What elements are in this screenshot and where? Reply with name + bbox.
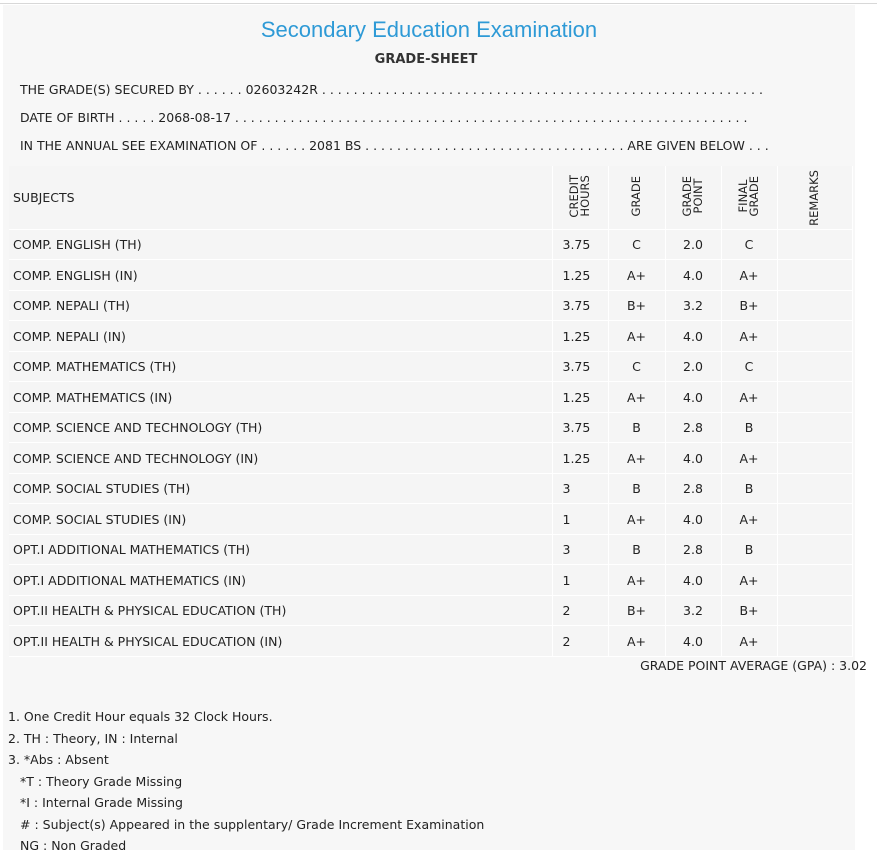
subject-cell: COMP. ENGLISH (IN) xyxy=(9,260,552,291)
remarks-header: REMARKS xyxy=(777,166,852,229)
credit-hours-cell: 3 xyxy=(552,534,608,565)
remarks-cell xyxy=(777,443,852,474)
footnotes xyxy=(8,706,484,857)
subjects-header: SUBJECTS xyxy=(9,166,552,229)
credit-hours-cell: 1 xyxy=(552,504,608,535)
final-grade-cell: A+ xyxy=(721,260,777,291)
footnote-item: *I : Internal Grade Missing xyxy=(20,795,183,810)
credit-hours-cell: 1.25 xyxy=(552,382,608,413)
footnote-item: *T : Theory Grade Missing xyxy=(20,773,183,789)
credit-hours-cell: 1.25 xyxy=(552,260,608,291)
page-title: Secondary Education Examination xyxy=(260,17,598,42)
grade-cell: B xyxy=(608,412,665,443)
grade-cell: B+ xyxy=(608,595,665,626)
grade-point-cell: 3.2 xyxy=(665,290,721,321)
grade-point-header: GRADE POINT xyxy=(665,166,721,229)
dob-value: 2068-08-17 xyxy=(154,110,231,125)
table-row xyxy=(9,473,852,504)
final-grade-cell: A+ xyxy=(721,504,777,535)
grade-cell: B xyxy=(608,534,665,565)
subject-cell: COMP. SCIENCE AND TECHNOLOGY (TH) xyxy=(9,412,552,443)
final-grade-cell: B+ xyxy=(721,595,777,626)
table-row xyxy=(9,565,852,596)
grade-cell: C xyxy=(608,351,665,382)
footnote-item: NG : Non Graded xyxy=(20,838,127,853)
subject-cell: COMP. MATHEMATICS (TH) xyxy=(9,351,552,382)
dob-label: DATE OF BIRTH . . . . . xyxy=(20,110,155,125)
grades-table xyxy=(9,166,853,657)
grade-sheet-heading: GRADE-SHEET xyxy=(374,52,478,67)
exam-year-value: 2081 BS xyxy=(305,138,362,153)
final-grade-cell: B xyxy=(721,473,777,504)
remarks-cell xyxy=(777,412,852,443)
subject-cell: COMP. SCIENCE AND TECHNOLOGY (IN) xyxy=(9,443,552,474)
remarks-cell xyxy=(777,534,852,565)
grade-point-cell: 4.0 xyxy=(665,565,721,596)
credit-hours-cell: 1.25 xyxy=(552,443,608,474)
subject-cell: COMP. NEPALI (TH) xyxy=(9,290,552,321)
grade-point-cell: 2.0 xyxy=(665,351,721,382)
remarks-cell xyxy=(777,595,852,626)
subject-cell: OPT.I ADDITIONAL MATHEMATICS (IN) xyxy=(9,565,552,596)
grade-cell: A+ xyxy=(608,382,665,413)
final-grade-header: FINAL GRADE xyxy=(721,166,777,229)
remarks-cell xyxy=(777,260,852,291)
table-row xyxy=(9,595,852,626)
table-row xyxy=(9,382,852,413)
grade-point-cell: 4.0 xyxy=(665,504,721,535)
credit-hours-cell: 1.25 xyxy=(552,321,608,352)
subject-cell: COMP. SOCIAL STUDIES (TH) xyxy=(9,473,552,504)
credit-hours-cell: 3.75 xyxy=(552,351,608,382)
remarks-cell xyxy=(777,626,852,657)
grade-point-cell: 4.0 xyxy=(665,626,721,657)
grade-point-cell: 2.8 xyxy=(665,534,721,565)
credit-hours-cell: 2 xyxy=(552,595,608,626)
exam-dots: . . . . . . . . . . . . . . . . . . . . . . . . . . . . . . . . . ARE GIVEN BELOW . . . xyxy=(361,138,769,153)
grade-cell: A+ xyxy=(608,565,665,596)
grade-cell: A+ xyxy=(608,443,665,474)
table-row xyxy=(9,321,852,352)
subject-cell: OPT.II HEALTH & PHYSICAL EDUCATION (TH) xyxy=(9,595,552,626)
table-row xyxy=(9,443,852,474)
final-grade-cell: A+ xyxy=(721,382,777,413)
footnote-item: 1. One Credit Hour equals 32 Clock Hours. xyxy=(8,709,273,724)
grade-cell: C xyxy=(608,229,665,260)
final-grade-cell: A+ xyxy=(721,443,777,474)
remarks-cell xyxy=(777,321,852,352)
remarks-cell xyxy=(777,382,852,413)
remarks-cell xyxy=(777,290,852,321)
exam-label: IN THE ANNUAL SEE EXAMINATION OF . . . . . . xyxy=(20,138,306,153)
table-row xyxy=(9,626,852,657)
exam-line xyxy=(20,138,769,153)
credit-hours-cell: 3.75 xyxy=(552,412,608,443)
table-row xyxy=(9,260,852,291)
credit-hours-cell: 3.75 xyxy=(552,290,608,321)
secured-by-label: THE GRADE(S) SECURED BY . . . . . . xyxy=(20,82,242,97)
credit-hours-cell: 3.75 xyxy=(552,229,608,260)
table-row xyxy=(9,412,852,443)
grade-cell: A+ xyxy=(608,260,665,291)
grade-cell: A+ xyxy=(608,321,665,352)
top-divider xyxy=(0,3,877,4)
dob-line xyxy=(20,110,747,125)
table-header-row xyxy=(9,166,852,229)
grade-point-cell: 4.0 xyxy=(665,260,721,291)
remarks-cell xyxy=(777,565,852,596)
grade-point-cell: 4.0 xyxy=(665,382,721,413)
credit-hours-cell: 1 xyxy=(552,565,608,596)
grade-cell: B xyxy=(608,473,665,504)
subject-cell: COMP. NEPALI (IN) xyxy=(9,321,552,352)
grade-point-cell: 3.2 xyxy=(665,595,721,626)
grade-point-cell: 4.0 xyxy=(665,321,721,352)
table-row xyxy=(9,534,852,565)
credit-hours-cell: 3 xyxy=(552,473,608,504)
subject-cell: OPT.II HEALTH & PHYSICAL EDUCATION (IN) xyxy=(9,626,552,657)
footnote-item: 2. TH : Theory, IN : Internal xyxy=(8,730,178,746)
secured-by-dots: . . . . . . . . . . . . . . . . . . . . . . . . . . . . . . . . . . . . . . . . . . . . . . . . . . . . . . . . xyxy=(317,82,763,97)
gpa-summary: GRADE POINT AVERAGE (GPA) : 3.02 xyxy=(640,658,867,673)
final-grade-cell: B xyxy=(721,412,777,443)
secured-by-line xyxy=(20,82,763,97)
remarks-cell xyxy=(777,504,852,535)
footnote-item: # : Subject(s) Appeared in the supplentary/ Grade Increment Examination xyxy=(20,816,485,832)
final-grade-cell: A+ xyxy=(721,321,777,352)
grade-point-cell: 2.0 xyxy=(665,229,721,260)
remarks-cell xyxy=(777,229,852,260)
grade-cell: A+ xyxy=(608,504,665,535)
table-row xyxy=(9,290,852,321)
symbol-number-value: 02603242R xyxy=(241,82,318,97)
subject-cell: OPT.I ADDITIONAL MATHEMATICS (TH) xyxy=(9,534,552,565)
remarks-cell xyxy=(777,351,852,382)
dob-dots: . . . . . . . . . . . . . . . . . . . . . . . . . . . . . . . . . . . . . . . . . . . . . . . . . . . . . . . . . . . . . . . . . xyxy=(230,110,748,125)
grade-header: GRADE xyxy=(608,166,665,229)
grade-point-cell: 2.8 xyxy=(665,412,721,443)
table-row xyxy=(9,351,852,382)
grades-table-body xyxy=(9,229,852,656)
subject-cell: COMP. MATHEMATICS (IN) xyxy=(9,382,552,413)
final-grade-cell: C xyxy=(721,229,777,260)
credit-hours-cell: 2 xyxy=(552,626,608,657)
table-row xyxy=(9,504,852,535)
final-grade-cell: A+ xyxy=(721,565,777,596)
grade-cell: A+ xyxy=(608,626,665,657)
footnote-item: 3. *Abs : Absent xyxy=(8,752,109,767)
grade-cell: B+ xyxy=(608,290,665,321)
remarks-cell xyxy=(777,473,852,504)
final-grade-cell: B xyxy=(721,534,777,565)
grade-point-cell: 4.0 xyxy=(665,443,721,474)
subject-cell: COMP. SOCIAL STUDIES (IN) xyxy=(9,504,552,535)
final-grade-cell: A+ xyxy=(721,626,777,657)
subject-cell: COMP. ENGLISH (TH) xyxy=(9,229,552,260)
final-grade-cell: C xyxy=(721,351,777,382)
grade-point-cell: 2.8 xyxy=(665,473,721,504)
final-grade-cell: B+ xyxy=(721,290,777,321)
credit-hours-header: CREDIT HOURS xyxy=(552,166,608,229)
table-row xyxy=(9,229,852,260)
